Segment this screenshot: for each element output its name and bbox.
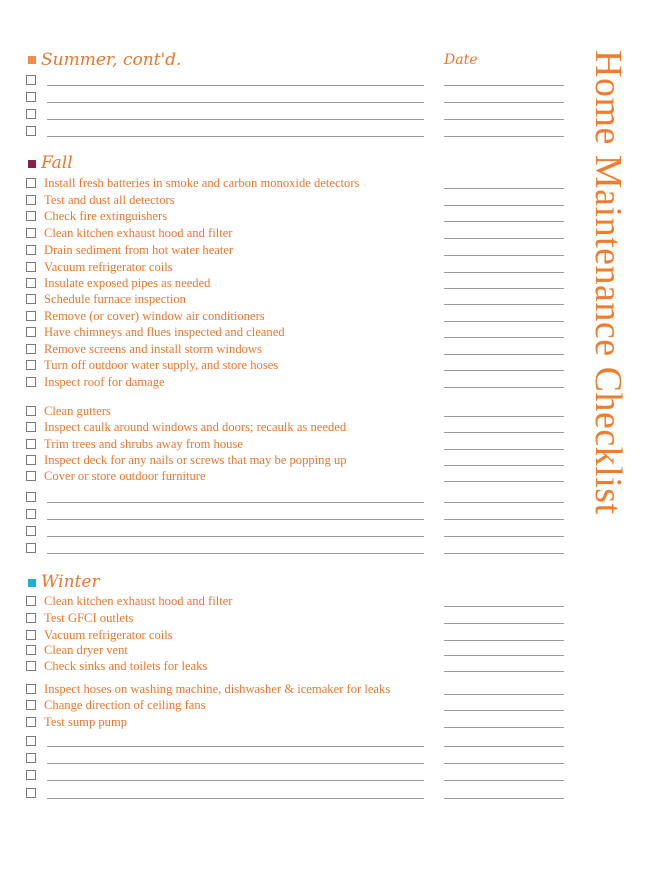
- date-write-line[interactable]: [444, 416, 564, 417]
- fall-checklist-row: [26, 541, 566, 557]
- checkbox[interactable]: [26, 377, 36, 387]
- winter-checklist-row: [26, 768, 566, 784]
- date-write-line[interactable]: [444, 623, 564, 624]
- date-write-line[interactable]: [444, 255, 564, 256]
- date-write-line[interactable]: [444, 449, 564, 450]
- checkbox[interactable]: [26, 126, 36, 136]
- date-write-line[interactable]: [444, 337, 564, 338]
- fall-checklist-row: [26, 490, 566, 506]
- checkbox[interactable]: [26, 492, 36, 502]
- checkbox[interactable]: [26, 526, 36, 536]
- date-write-line[interactable]: [444, 272, 564, 273]
- task-label: Remove (or cover) window air conditioners: [44, 309, 265, 323]
- task-label: Vacuum refrigerator coils: [44, 628, 173, 642]
- checkbox[interactable]: [26, 509, 36, 519]
- task-label: Inspect caulk around windows and doors; recaulk as needed: [44, 420, 347, 434]
- winter-checklist-row: [26, 628, 566, 644]
- date-write-line[interactable]: [444, 671, 564, 672]
- task-label: Have chimneys and flues inspected and cleaned: [44, 325, 285, 339]
- date-write-line[interactable]: [444, 370, 564, 371]
- winter-checklist-row: [26, 786, 566, 802]
- checkbox[interactable]: [26, 262, 36, 272]
- fall-checklist-row: [26, 453, 566, 469]
- date-write-line[interactable]: [444, 354, 564, 355]
- task-write-line[interactable]: [47, 502, 424, 503]
- winter-checklist-row: [26, 698, 566, 714]
- fall-checklist-row: [26, 404, 566, 420]
- date-write-line[interactable]: [444, 655, 564, 656]
- checkbox[interactable]: [26, 661, 36, 671]
- checkbox[interactable]: [26, 92, 36, 102]
- date-write-line[interactable]: [444, 553, 564, 554]
- task-write-line[interactable]: [47, 136, 424, 137]
- date-write-line[interactable]: [444, 321, 564, 322]
- date-write-line[interactable]: [444, 205, 564, 206]
- fall-checklist-row: [26, 260, 566, 276]
- summer-checklist-row: [26, 107, 566, 123]
- checkbox[interactable]: [26, 736, 36, 746]
- winter-marker-icon: [28, 579, 36, 587]
- task-write-line[interactable]: [47, 85, 424, 86]
- date-write-line[interactable]: [444, 640, 564, 641]
- checkbox[interactable]: [26, 228, 36, 238]
- winter-checklist-row: [26, 643, 566, 659]
- date-write-line[interactable]: [444, 798, 564, 799]
- task-label: Inspect deck for any nails or screws that may be popping up: [44, 453, 347, 467]
- task-label: Vacuum refrigerator coils: [44, 260, 173, 274]
- checkbox[interactable]: [26, 195, 36, 205]
- date-write-line[interactable]: [444, 694, 564, 695]
- task-label: Install fresh batteries in smoke and carbon monoxide detectors: [44, 176, 360, 190]
- checkbox[interactable]: [26, 360, 36, 370]
- task-write-line[interactable]: [47, 780, 424, 781]
- winter-checklist-row: [26, 715, 566, 731]
- checkbox[interactable]: [26, 109, 36, 119]
- date-write-line[interactable]: [444, 763, 564, 764]
- fall-checklist-row: [26, 276, 566, 292]
- fall-checklist-row: [26, 507, 566, 523]
- date-write-line[interactable]: [444, 188, 564, 189]
- task-label: Inspect hoses on washing machine, dishwasher & icemaker for leaks: [44, 682, 391, 696]
- checkbox[interactable]: [26, 630, 36, 640]
- task-label: Clean gutters: [44, 404, 111, 418]
- date-write-line[interactable]: [444, 502, 564, 503]
- date-write-line[interactable]: [444, 85, 564, 86]
- task-label: Schedule furnace inspection: [44, 292, 186, 306]
- date-write-line[interactable]: [444, 102, 564, 103]
- checkbox[interactable]: [26, 278, 36, 288]
- fall-checklist-row: [26, 524, 566, 540]
- checkbox[interactable]: [26, 211, 36, 221]
- task-label: Check sinks and toilets for leaks: [44, 659, 208, 673]
- winter-heading: Winter: [41, 572, 100, 592]
- task-label: Trim trees and shrubs away from house: [44, 437, 243, 451]
- fall-checklist-row: [26, 176, 566, 192]
- fall-checklist-row: [26, 375, 566, 391]
- task-write-line[interactable]: [47, 519, 424, 520]
- summer-checklist-row: [26, 73, 566, 89]
- fall-checklist-row: [26, 193, 566, 209]
- fall-checklist-row: [26, 358, 566, 374]
- summer-checklist-row: [26, 90, 566, 106]
- task-label: Clean dryer vent: [44, 643, 128, 657]
- date-write-line[interactable]: [444, 780, 564, 781]
- winter-checklist-row: [26, 659, 566, 675]
- summer-heading: Summer, cont'd.: [41, 50, 182, 70]
- task-label: Change direction of ceiling fans: [44, 698, 206, 712]
- date-write-line[interactable]: [444, 536, 564, 537]
- checkbox[interactable]: [26, 344, 36, 354]
- date-write-line[interactable]: [444, 304, 564, 305]
- task-write-line[interactable]: [47, 798, 424, 799]
- task-label: Test GFCI outlets: [44, 611, 134, 625]
- date-write-line[interactable]: [444, 606, 564, 607]
- task-label: Clean kitchen exhaust hood and filter: [44, 594, 233, 608]
- checkbox[interactable]: [26, 543, 36, 553]
- checkbox[interactable]: [26, 75, 36, 85]
- task-write-line[interactable]: [47, 553, 424, 554]
- checkbox[interactable]: [26, 178, 36, 188]
- fall-checklist-row: [26, 292, 566, 308]
- task-write-line[interactable]: [47, 536, 424, 537]
- checkbox[interactable]: [26, 770, 36, 780]
- fall-checklist-row: [26, 437, 566, 453]
- checkbox[interactable]: [26, 406, 36, 416]
- fall-checklist-row: [26, 325, 566, 341]
- checkbox[interactable]: [26, 645, 36, 655]
- task-label: Turn off outdoor water supply, and store hoses: [44, 358, 279, 372]
- checkbox[interactable]: [26, 327, 36, 337]
- date-write-line[interactable]: [444, 387, 564, 388]
- checkbox[interactable]: [26, 455, 36, 465]
- task-label: Test sump pump: [44, 715, 128, 729]
- fall-checklist-row: [26, 243, 566, 259]
- date-write-line[interactable]: [444, 119, 564, 120]
- winter-checklist-row: [26, 682, 566, 698]
- task-write-line[interactable]: [47, 102, 424, 103]
- date-write-line[interactable]: [444, 727, 564, 728]
- winter-checklist-row: [26, 751, 566, 767]
- date-write-line[interactable]: [444, 519, 564, 520]
- task-label: Inspect roof for damage: [44, 375, 165, 389]
- checkbox[interactable]: [26, 311, 36, 321]
- fall-checklist-row: [26, 342, 566, 358]
- task-label: Remove screens and install storm windows: [44, 342, 262, 356]
- task-label: Test and dust all detectors: [44, 193, 175, 207]
- fall-checklist-row: [26, 226, 566, 242]
- checkbox[interactable]: [26, 684, 36, 694]
- fall-marker-icon: [28, 160, 36, 168]
- fall-checklist-row: [26, 209, 566, 225]
- checkbox[interactable]: [26, 717, 36, 727]
- fall-checklist-row: [26, 469, 566, 485]
- task-label: Clean kitchen exhaust hood and filter: [44, 226, 233, 240]
- task-write-line[interactable]: [47, 119, 424, 120]
- date-write-line[interactable]: [444, 465, 564, 466]
- date-write-line[interactable]: [444, 288, 564, 289]
- fall-checklist-row: [26, 420, 566, 436]
- winter-checklist-row: [26, 594, 566, 610]
- fall-checklist-row: [26, 309, 566, 325]
- task-label: Check fire extinguishers: [44, 209, 168, 223]
- task-label: Insulate exposed pipes as needed: [44, 276, 211, 290]
- checkbox[interactable]: [26, 596, 36, 606]
- checkbox[interactable]: [26, 471, 36, 481]
- checkbox[interactable]: [26, 245, 36, 255]
- date-write-line[interactable]: [444, 746, 564, 747]
- task-label: Cover or store outdoor furniture: [44, 469, 206, 483]
- date-write-line[interactable]: [444, 238, 564, 239]
- winter-checklist-row: [26, 611, 566, 627]
- summer-marker-icon: [28, 56, 36, 64]
- date-write-line[interactable]: [444, 481, 564, 482]
- task-write-line[interactable]: [47, 763, 424, 764]
- page-title: [584, 50, 632, 650]
- date-write-line[interactable]: [444, 136, 564, 137]
- page-title-text: Home Maintenance Checklist: [587, 50, 629, 515]
- checkbox[interactable]: [26, 294, 36, 304]
- summer-checklist-row: [26, 124, 566, 140]
- task-label: Drain sediment from hot water heater: [44, 243, 234, 257]
- date-write-line[interactable]: [444, 710, 564, 711]
- fall-heading: Fall: [41, 153, 73, 173]
- checkbox[interactable]: [26, 422, 36, 432]
- task-write-line[interactable]: [47, 746, 424, 747]
- checkbox[interactable]: [26, 439, 36, 449]
- checkbox[interactable]: [26, 753, 36, 763]
- checkbox[interactable]: [26, 613, 36, 623]
- date-column-header: Date: [444, 52, 478, 68]
- date-write-line[interactable]: [444, 432, 564, 433]
- winter-checklist-row: [26, 734, 566, 750]
- checkbox[interactable]: [26, 700, 36, 710]
- date-write-line[interactable]: [444, 221, 564, 222]
- checkbox[interactable]: [26, 788, 36, 798]
